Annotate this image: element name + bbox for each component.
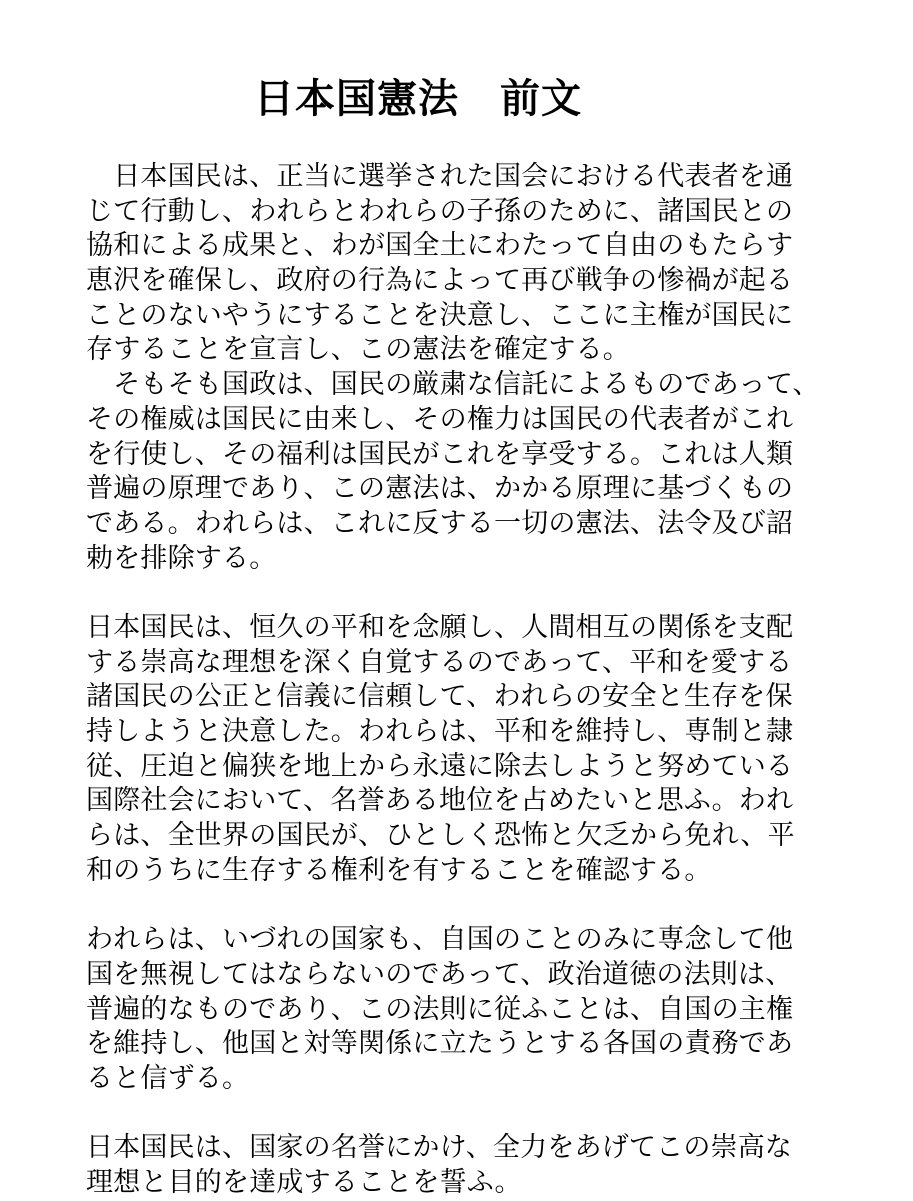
text-line: する崇高な理想を深く自覚するのであって、平和を愛する xyxy=(86,646,793,678)
text-line: そもそも国政は、国民の厳粛な信託によるものであって、 xyxy=(86,369,820,401)
document-title: 日本国憲法 前文 xyxy=(254,76,582,122)
text-line: 国を無視してはならないのであって、政治道徳の法則は、 xyxy=(86,958,793,990)
preamble-body xyxy=(86,160,820,1201)
text-line: 持しようと決意した。われらは、平和を維持し、専制と隷 xyxy=(86,716,794,747)
text-line: その権威は国民に由来し、その権力は国民の代表者がこれ xyxy=(86,403,794,435)
paragraph-1 xyxy=(86,160,820,368)
text-line: を行使し、その福利は国民がこれを享受する。これは人類 xyxy=(86,438,794,470)
text-line: 従、圧迫と偏狭を地上から永遠に除去しようと努めている xyxy=(86,750,794,782)
text-line: 国際社会において、名誉ある地位を占めたいと思ふ。われ xyxy=(86,785,794,817)
text-line: 理想と目的を達成することを誓ふ。 xyxy=(86,1166,522,1198)
text-line: 協和による成果と、わが国全土にわたって自由のもたらす xyxy=(86,230,794,262)
text-line: らは、全世界の国民が、ひとしく恐怖と欠乏から免れ、平 xyxy=(86,820,795,852)
text-line: ことのないやうにすることを決意し、ここに主権が国民に xyxy=(86,299,794,331)
text-line: 諸国民の公正と信義に信頼して、われらの安全と生存を保 xyxy=(86,681,793,713)
text-line: 勅を排除する。 xyxy=(86,542,277,574)
text-line: 存することを宣言し、この憲法を確定する。 xyxy=(86,334,630,366)
text-line: を維持し、他国と対等関係に立たうとする各国の責務であ xyxy=(86,1028,794,1060)
paragraph-spacer xyxy=(86,888,820,923)
text-line: 日本国民は、正当に選挙された国会における代表者を通 xyxy=(86,161,794,192)
text-line: 普遍的なものであり、この法則に従ふことは、自国の主権 xyxy=(86,993,794,1025)
text-line: 普遍の原理であり、この憲法は、かかる原理に基づくもの xyxy=(86,473,794,505)
paragraph-2 xyxy=(86,368,820,576)
paragraph-3 xyxy=(86,611,820,889)
paragraph-spacer xyxy=(86,1097,820,1132)
paragraph-5 xyxy=(86,1131,820,1200)
text-line: じて行動し、われらとわれらの子孫のために、諸国民との xyxy=(86,195,794,227)
text-line: われらは、いづれの国家も、自国のことのみに専念して他 xyxy=(86,924,794,956)
text-line: 和のうちに生存する権利を有することを確認する。 xyxy=(86,854,712,886)
paragraph-spacer xyxy=(86,576,820,611)
text-line: 恵沢を確保し、政府の行為によって再び戦争の惨禍が起る xyxy=(86,265,794,297)
text-line: 日本国民は、恒久の平和を念願し、人間相互の関係を支配 xyxy=(86,611,794,643)
text-line: ると信ずる。 xyxy=(86,1062,250,1094)
text-line: 日本国民は、国家の名誉にかけ、全力をあげてこの崇高な xyxy=(86,1132,793,1164)
paragraph-4 xyxy=(86,923,820,1096)
text-line: である。われらは、これに反する一切の憲法、法令及び詔 xyxy=(86,507,794,539)
